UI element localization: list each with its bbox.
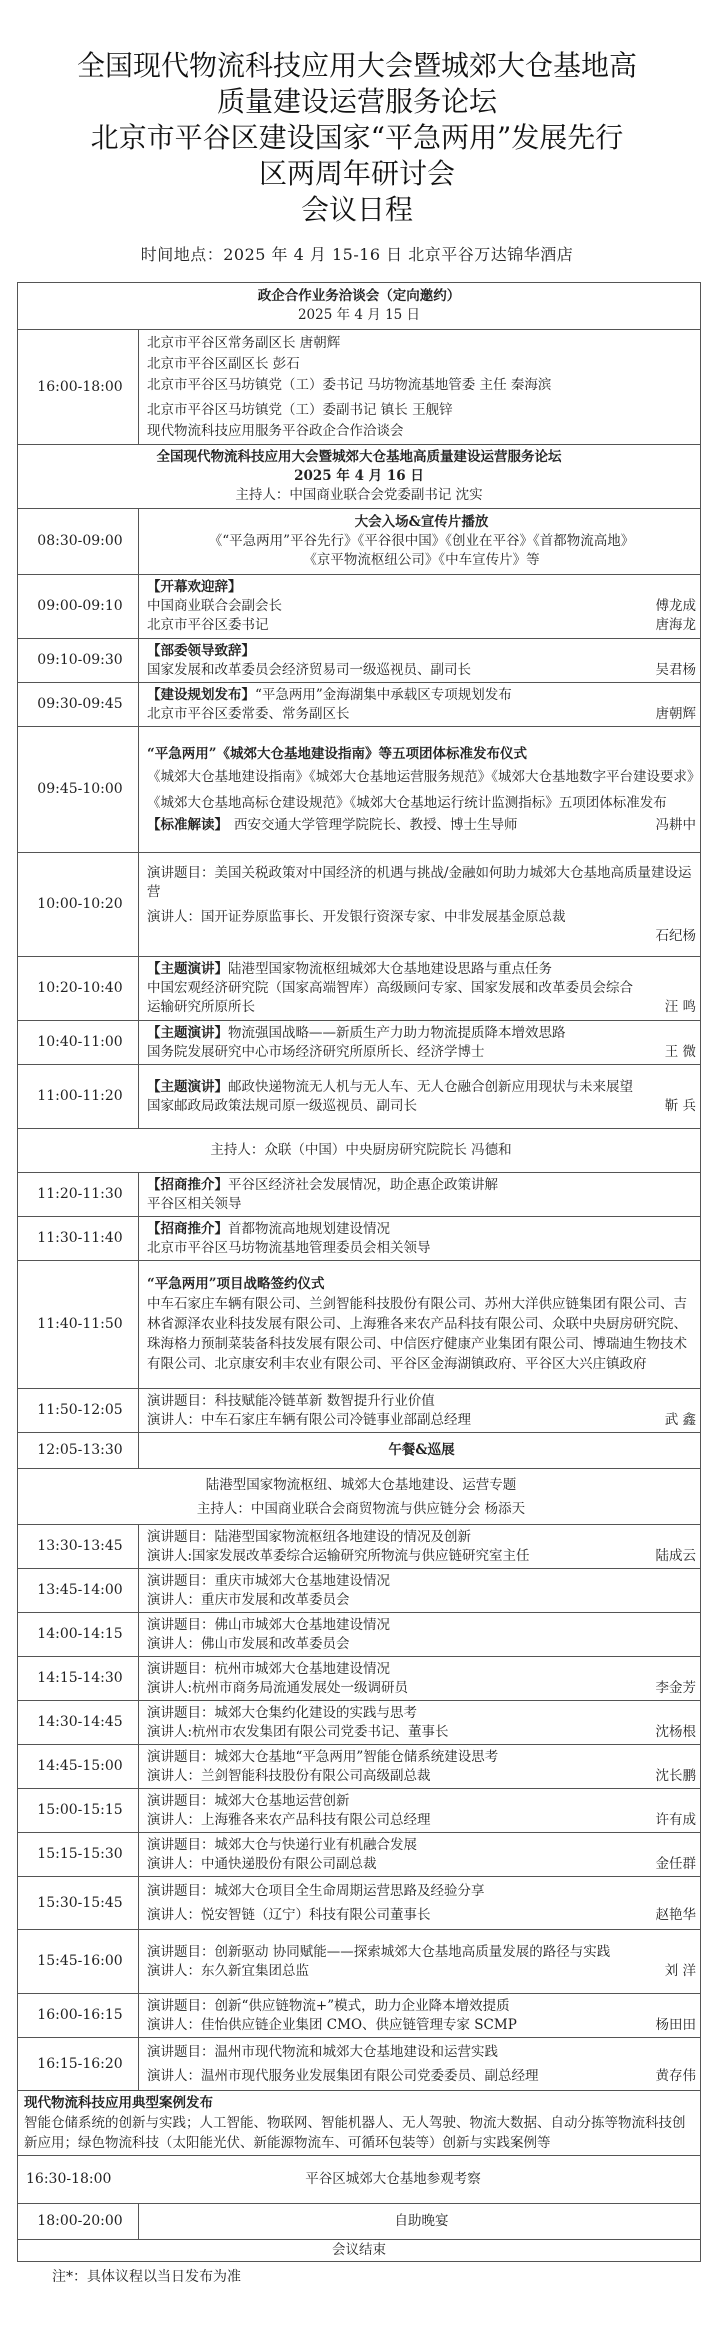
table-row <box>18 1994 701 2038</box>
day2-header-row <box>18 445 701 509</box>
time-cell: 16:00-16:15 <box>18 1994 139 2038</box>
day1-header-row <box>18 283 701 330</box>
time-cell: 16:15-16:20 <box>18 2038 139 2091</box>
day2-host: 主持人：中国商业联合会党委副书记 沈实 <box>235 487 483 503</box>
time-cell: 12:05-13:30 <box>18 1433 139 1469</box>
speaker-role: 中国宏观经济研究院（国家高端智库）高级顾问专家、国家发展和改革委员会综合运输研究所原所长 <box>147 980 633 1015</box>
content-cell <box>139 1389 701 1433</box>
speaker-role: 国家邮政局政策法规司原一级巡视员、副司长 <box>147 1097 417 1114</box>
time-cell: 15:00-15:15 <box>18 1789 139 1833</box>
agenda-table <box>17 282 701 2262</box>
time-cell: 16:30-18:00 <box>26 2171 112 2187</box>
content-cell <box>139 1217 701 1261</box>
content-cell <box>139 1261 701 1389</box>
speaker-role: 演讲人:国家发展改革委综合运输研究所物流与供应链研究室主任 <box>147 1547 530 1564</box>
time-cell: 14:00-14:15 <box>18 1613 139 1657</box>
speaker-role: 演讲人：中车石家庄车辆有限公司冷链事业部副总经理 <box>147 1411 471 1428</box>
speaker-name: 靳 兵 <box>664 1097 696 1114</box>
session-title: “平急两用”项目战略签约仪式 <box>147 1276 325 1292</box>
time-cell: 11:20-11:30 <box>18 1173 139 1217</box>
content-cell <box>139 1525 701 1569</box>
speaker-role: 平谷区相关领导 <box>147 1195 242 1212</box>
time-cell: 10:40-11:00 <box>18 1021 139 1065</box>
session-host: 主持人：众联（中国）中央厨房研究院院长 冯德和 <box>18 1129 701 1173</box>
session-topic: 演讲题目：城郊大仓项目全生命周期运营思路及经验分享 <box>147 1883 485 1899</box>
speaker-role: 北京市平谷区委常委、常务副区长 <box>147 705 350 722</box>
session-topic: 演讲题目：杭州市城郊大仓基地建设情况 <box>147 1660 390 1677</box>
closing-text: 会议结束 <box>18 2240 701 2262</box>
speaker-role: 演讲人:杭州市商务局流通发展处一级调研员 <box>147 1679 409 1696</box>
session-topic: 演讲题目：重庆市城郊大仓基地建设情况 <box>147 1572 390 1589</box>
content-cell <box>139 1065 701 1129</box>
session-topic: “平急两用”金海湖集中承载区专项规划发布 <box>255 686 512 703</box>
session-tag: 【主题演讲】 <box>147 961 228 977</box>
table-row <box>18 853 701 957</box>
footnote: 注*：具体议程以当日发布为准 <box>52 2269 241 2285</box>
content-cell <box>139 330 701 445</box>
time-cell: 11:30-11:40 <box>18 1217 139 1261</box>
time-cell: 11:50-12:05 <box>18 1389 139 1433</box>
speaker-name: 吴君杨 <box>655 661 696 678</box>
time-cell: 14:30-14:45 <box>18 1701 139 1745</box>
time-cell: 16:00-18:00 <box>18 330 139 445</box>
session-topic: 物流强国战略——新质生产力助力物流提质降本增效思路 <box>228 1024 566 1041</box>
speaker-name: 王 微 <box>664 1043 696 1060</box>
speaker-name: 冯耕中 <box>655 816 696 833</box>
content-cell <box>139 727 701 853</box>
speaker-role: 演讲人：东久新宜集团总监 <box>147 1962 309 1979</box>
session-topic: 演讲题目：创新驱动 协同赋能——探索城郊大仓基地高质量发展的路径与实践 <box>147 1943 611 1960</box>
session-title: 大会入场&宣传片播放 <box>354 514 489 530</box>
table-row <box>18 1217 701 1261</box>
speaker-name <box>690 1635 696 1654</box>
host-row <box>18 1129 701 1173</box>
time-cell: 14:15-14:30 <box>18 1657 139 1701</box>
speaker-role: 演讲人：上海雅各来农产品科技有限公司总经理 <box>147 1811 431 1828</box>
content-cell <box>139 639 701 683</box>
site-visit-cell <box>18 2156 701 2204</box>
speaker-role: 国务院发展研究中心市场经济研究所原所长、经济学博士 <box>147 1043 485 1060</box>
attendee-line: 北京市平谷区马坊镇党（工）委副书记 镇长 王舰锌 <box>147 401 453 418</box>
table-row <box>18 1877 701 1930</box>
time-cell: 13:30-13:45 <box>18 1525 139 1569</box>
time-cell: 09:00-09:10 <box>18 575 139 639</box>
speaker-name: 沈杨根 <box>655 1723 696 1740</box>
track-heading: 陆港型国家物流枢纽、城郊大仓基地建设、运营专题 <box>205 1476 517 1493</box>
table-row <box>18 330 701 445</box>
time-cell: 15:45-16:00 <box>18 1930 139 1994</box>
session-tag: 【部委领导致辞】 <box>147 642 255 659</box>
session-topic: 演讲题目：美国关税政策对中国经济的机遇与挑战/金融如何助力城郊大仓基地高质量建设运营 <box>147 864 692 900</box>
title-line: 质量建设运营服务论坛 <box>216 85 497 118</box>
content-cell <box>139 957 701 1021</box>
table-row <box>18 957 701 1021</box>
pm-header-row <box>18 1469 701 1525</box>
session-topic: 演讲题目：城郊大仓基地“平急两用”智能仓储系统建设思考 <box>147 1748 499 1765</box>
table-row <box>18 1789 701 1833</box>
speaker-role: 演讲人：中通快递股份有限公司副总裁 <box>147 1855 377 1872</box>
session-topic: 演讲题目：城郊大仓集约化建设的实践与思考 <box>147 1704 417 1721</box>
session-text: 中车石家庄车辆有限公司、兰剑智能科技股份有限公司、苏州大洋供应链集团有限公司、吉林省源泽农业科技发展有限公司、上海雅各来农产品科技有限公司、众联中央厨房研究院、珠海格力预制菜装备科技发展有限公司、中信医疗健康产业集团有限公司、博瑞迪生物技术有限公司、北京康安利丰农业有限公司、平谷区金海湖镇政府、平谷区大兴庄镇政府 <box>147 1296 687 1372</box>
table-row <box>18 2156 701 2204</box>
content-cell <box>139 1613 701 1657</box>
content-cell <box>139 575 701 639</box>
content-cell <box>139 1173 701 1217</box>
content-cell <box>139 1657 701 1701</box>
table-row <box>18 1930 701 1994</box>
speaker-role: 演讲人：佳怡供应链企业集团 CMO、供应链管理专家 SCMP <box>147 2016 517 2033</box>
title-line: 北京市平谷区建设国家“平急两用”发展先行 <box>90 121 624 154</box>
speaker-name: 李金芳 <box>655 1679 696 1696</box>
title-line: 全国现代物流科技应用大会暨城郊大仓基地高 <box>76 49 637 82</box>
table-row <box>18 1433 701 1469</box>
table-row <box>18 1833 701 1877</box>
table-row <box>18 1701 701 1745</box>
table-row <box>18 1389 701 1433</box>
session-tag: 【招商推介】 <box>147 1176 228 1193</box>
cases-heading: 现代物流科技应用典型案例发布 <box>24 2095 213 2111</box>
session-topic: 平谷区经济社会发展情况，助企惠企政策讲解 <box>228 1176 498 1193</box>
table-row <box>18 1065 701 1129</box>
session-topic: 演讲题目：创新“供应链物流+”模式，助力企业降本增效提质 <box>147 1997 510 2014</box>
speaker-role: 演讲人：悦安智链（辽宁）科技有限公司董事长 <box>147 1907 431 1923</box>
session-topic: 邮政快递物流无人机与无人车、无人仓融合创新应用现状与未来展望 <box>228 1078 633 1095</box>
session-tag: 【主题演讲】 <box>147 1024 228 1041</box>
speaker-name: 赵艳华 <box>655 1907 696 1923</box>
content-cell <box>139 1833 701 1877</box>
session-tag: 【招商推介】 <box>147 1220 228 1237</box>
day1-heading: 政企合作业务洽谈会（定向邀约） <box>257 288 461 304</box>
speaker-name: 唐海龙 <box>655 617 696 633</box>
cases-text: 智能仓储系统的创新与实践；人工智能、物联网、智能机器人、无人驾驶、物流大数据、自动分拣等物流科技创新应用；绿色物流科技（太阳能光伏、新能源物流车、可循环包装等）创新与实践案例等 <box>24 2115 686 2151</box>
content-cell <box>139 683 701 727</box>
day2-date: 2025 年 4 月 16 日 <box>294 468 424 484</box>
session-topic: 演讲题目：佛山市城郊大仓基地建设情况 <box>147 1616 390 1633</box>
table-row <box>18 1657 701 1701</box>
table-row <box>18 1173 701 1217</box>
speaker-name: 许有成 <box>655 1811 696 1828</box>
cases-row <box>18 2091 701 2156</box>
pm-header-cell <box>18 1469 701 1525</box>
session-title: 自助晚宴 <box>139 2204 701 2240</box>
speaker-name: 杨田田 <box>655 2016 696 2033</box>
table-row <box>18 2204 701 2240</box>
speaker-name: 刘 洋 <box>664 1962 696 1979</box>
content-cell <box>139 509 701 575</box>
speaker-name: 沈长鹏 <box>655 1767 696 1784</box>
session-tag: 【标准解读】 <box>147 816 228 833</box>
content-cell <box>139 1789 701 1833</box>
table-row <box>18 683 701 727</box>
time-cell: 11:40-11:50 <box>18 1261 139 1389</box>
time-cell: 15:15-15:30 <box>18 1833 139 1877</box>
time-cell: 13:45-14:00 <box>18 1569 139 1613</box>
day1-date: 2025 年 4 月 15 日 <box>297 307 421 323</box>
session-topic: 演讲题目：陆港型国家物流枢纽各地建设的情况及创新 <box>147 1528 471 1545</box>
speaker-role: 演讲人：重庆市发展和改革委员会 <box>147 1591 350 1608</box>
session-title: 午餐&巡展 <box>139 1433 701 1469</box>
content-cell <box>139 1021 701 1065</box>
cases-cell <box>18 2091 701 2156</box>
speaker-role: 北京市平谷区马坊物流基地管理委员会相关领导 <box>147 1239 431 1256</box>
session-topic: 演讲题目：科技赋能冷链革新 数智提升行业价值 <box>147 1392 435 1409</box>
title-line: 会议日程 <box>300 193 413 226</box>
table-row <box>18 1261 701 1389</box>
speaker-role: 演讲人：温州市现代服务业发展集团有限公司党委委员、副总经理 <box>147 2068 539 2084</box>
time-cell: 15:30-15:45 <box>18 1877 139 1930</box>
session-topic: 演讲题目：温州市现代物流和城郊大仓基地建设和运营实践 <box>147 2044 498 2060</box>
session-topic: 演讲题目：城郊大仓基地运营创新 <box>147 1792 350 1809</box>
speaker-role: 中国商业联合会副会长 <box>147 598 282 614</box>
content-cell <box>139 1701 701 1745</box>
session-title: “平急两用”《城郊大仓基地建设指南》等五项团体标准发布仪式 <box>147 745 528 762</box>
session-text: 《京平物流枢纽公司》《中车宣传片》等 <box>303 552 540 568</box>
speaker-name: 陆成云 <box>655 1547 696 1564</box>
speaker-name: 石纪杨 <box>655 927 696 944</box>
session-host: 主持人：中国商业联合会商贸物流与供应链分会 杨添天 <box>196 1500 526 1517</box>
speaker-role: 国家发展和改革委员会经济贸易司一级巡视员、副司长 <box>147 661 471 678</box>
speaker-role: 演讲人：兰剑智能科技股份有限公司高级副总裁 <box>147 1767 431 1784</box>
speaker-name: 金任群 <box>655 1855 696 1872</box>
session-text: 《城郊大仓基地建设指南》《城郊大仓基地运营服务规范》《城郊大仓基地数字平台建设要求》《城郊大仓基地高标仓建设规范》《城郊大仓基地运行统计监测指标》五项团体标准发布 <box>147 768 694 811</box>
session-title: 平谷区城郊大仓基地参观考察 <box>305 2171 481 2187</box>
speaker-name: 黄存伟 <box>655 2068 696 2084</box>
content-cell <box>139 1877 701 1930</box>
speaker-name: 武 鑫 <box>664 1411 696 1428</box>
session-topic: 陆港型国家物流枢纽城郊大仓基地建设思路与重点任务 <box>228 961 552 977</box>
speaker-name: 傅龙成 <box>655 598 696 614</box>
time-cell: 11:00-11:20 <box>18 1065 139 1129</box>
speaker-role: 演讲人:杭州市农发集团有限公司党委书记、董事长 <box>147 1723 449 1740</box>
table-row <box>18 639 701 683</box>
session-topic: 演讲题目：城郊大仓与快递行业有机融合发展 <box>147 1836 417 1853</box>
time-cell: 10:00-10:20 <box>18 853 139 957</box>
speaker-name: 汪 鸣 <box>664 999 696 1015</box>
attendee-line: 北京市平谷区马坊镇党（工）委书记 马坊物流基地管委 主任 秦海滨 <box>147 376 552 393</box>
time-cell: 09:30-09:45 <box>18 683 139 727</box>
time-cell: 08:30-09:00 <box>18 509 139 575</box>
title-line: 区两周年研讨会 <box>258 157 455 190</box>
content-cell <box>139 2038 701 2091</box>
speaker-role: 演讲人：国开证券原监事长、开发银行资深专家、中非发展基金原总裁 <box>147 908 566 925</box>
document-title <box>0 0 714 228</box>
table-row <box>18 1569 701 1613</box>
table-row <box>18 575 701 639</box>
attendee-line: 北京市平谷区副区长 彭石 <box>147 355 300 372</box>
table-row <box>18 727 701 853</box>
session-text: 《“平急两用”平谷先行》《平谷很中国》《创业在平谷》《首都物流高地》 <box>208 533 635 549</box>
content-cell <box>139 1930 701 1994</box>
session-tag: 【建设规划发布】 <box>147 686 255 703</box>
table-row <box>18 1745 701 1789</box>
content-cell <box>139 1994 701 2038</box>
speaker-name: 唐朝辉 <box>655 705 696 722</box>
speaker-name <box>690 1591 696 1610</box>
session-tag: 【主题演讲】 <box>147 1078 228 1095</box>
speaker-role: 演讲人：佛山市发展和改革委员会 <box>147 1635 350 1652</box>
session-tag: 【开幕欢迎辞】 <box>147 579 242 595</box>
time-cell: 10:20-10:40 <box>18 957 139 1021</box>
venue-info: 时间地点：2025 年 4 月 15-16 日 北京平谷万达锦华酒店 <box>140 245 574 264</box>
time-cell: 14:45-15:00 <box>18 1745 139 1789</box>
content-cell <box>139 853 701 957</box>
time-cell: 09:45-10:00 <box>18 727 139 853</box>
table-row <box>18 1525 701 1569</box>
attendee-line: 现代物流科技应用服务平谷政企合作洽谈会 <box>147 422 404 439</box>
time-cell: 09:10-09:30 <box>18 639 139 683</box>
attendee-line: 北京市平谷区常务副区长 唐朝辉 <box>147 334 341 351</box>
end-row <box>18 2240 701 2262</box>
speaker-role: 西安交通大学管理学院院长、教授、博士生导师 <box>234 816 518 833</box>
table-row <box>18 2038 701 2091</box>
content-cell <box>139 1745 701 1789</box>
table-row <box>18 509 701 575</box>
time-cell: 18:00-20:00 <box>18 2204 139 2240</box>
speaker-role: 北京市平谷区委书记 <box>147 617 269 633</box>
day2-heading: 全国现代物流科技应用大会暨城郊大仓基地高质量建设运营服务论坛 <box>156 449 562 465</box>
table-row <box>18 1613 701 1657</box>
session-topic: 首都物流高地规划建设情况 <box>228 1220 390 1237</box>
table-row <box>18 1021 701 1065</box>
content-cell <box>139 1569 701 1613</box>
